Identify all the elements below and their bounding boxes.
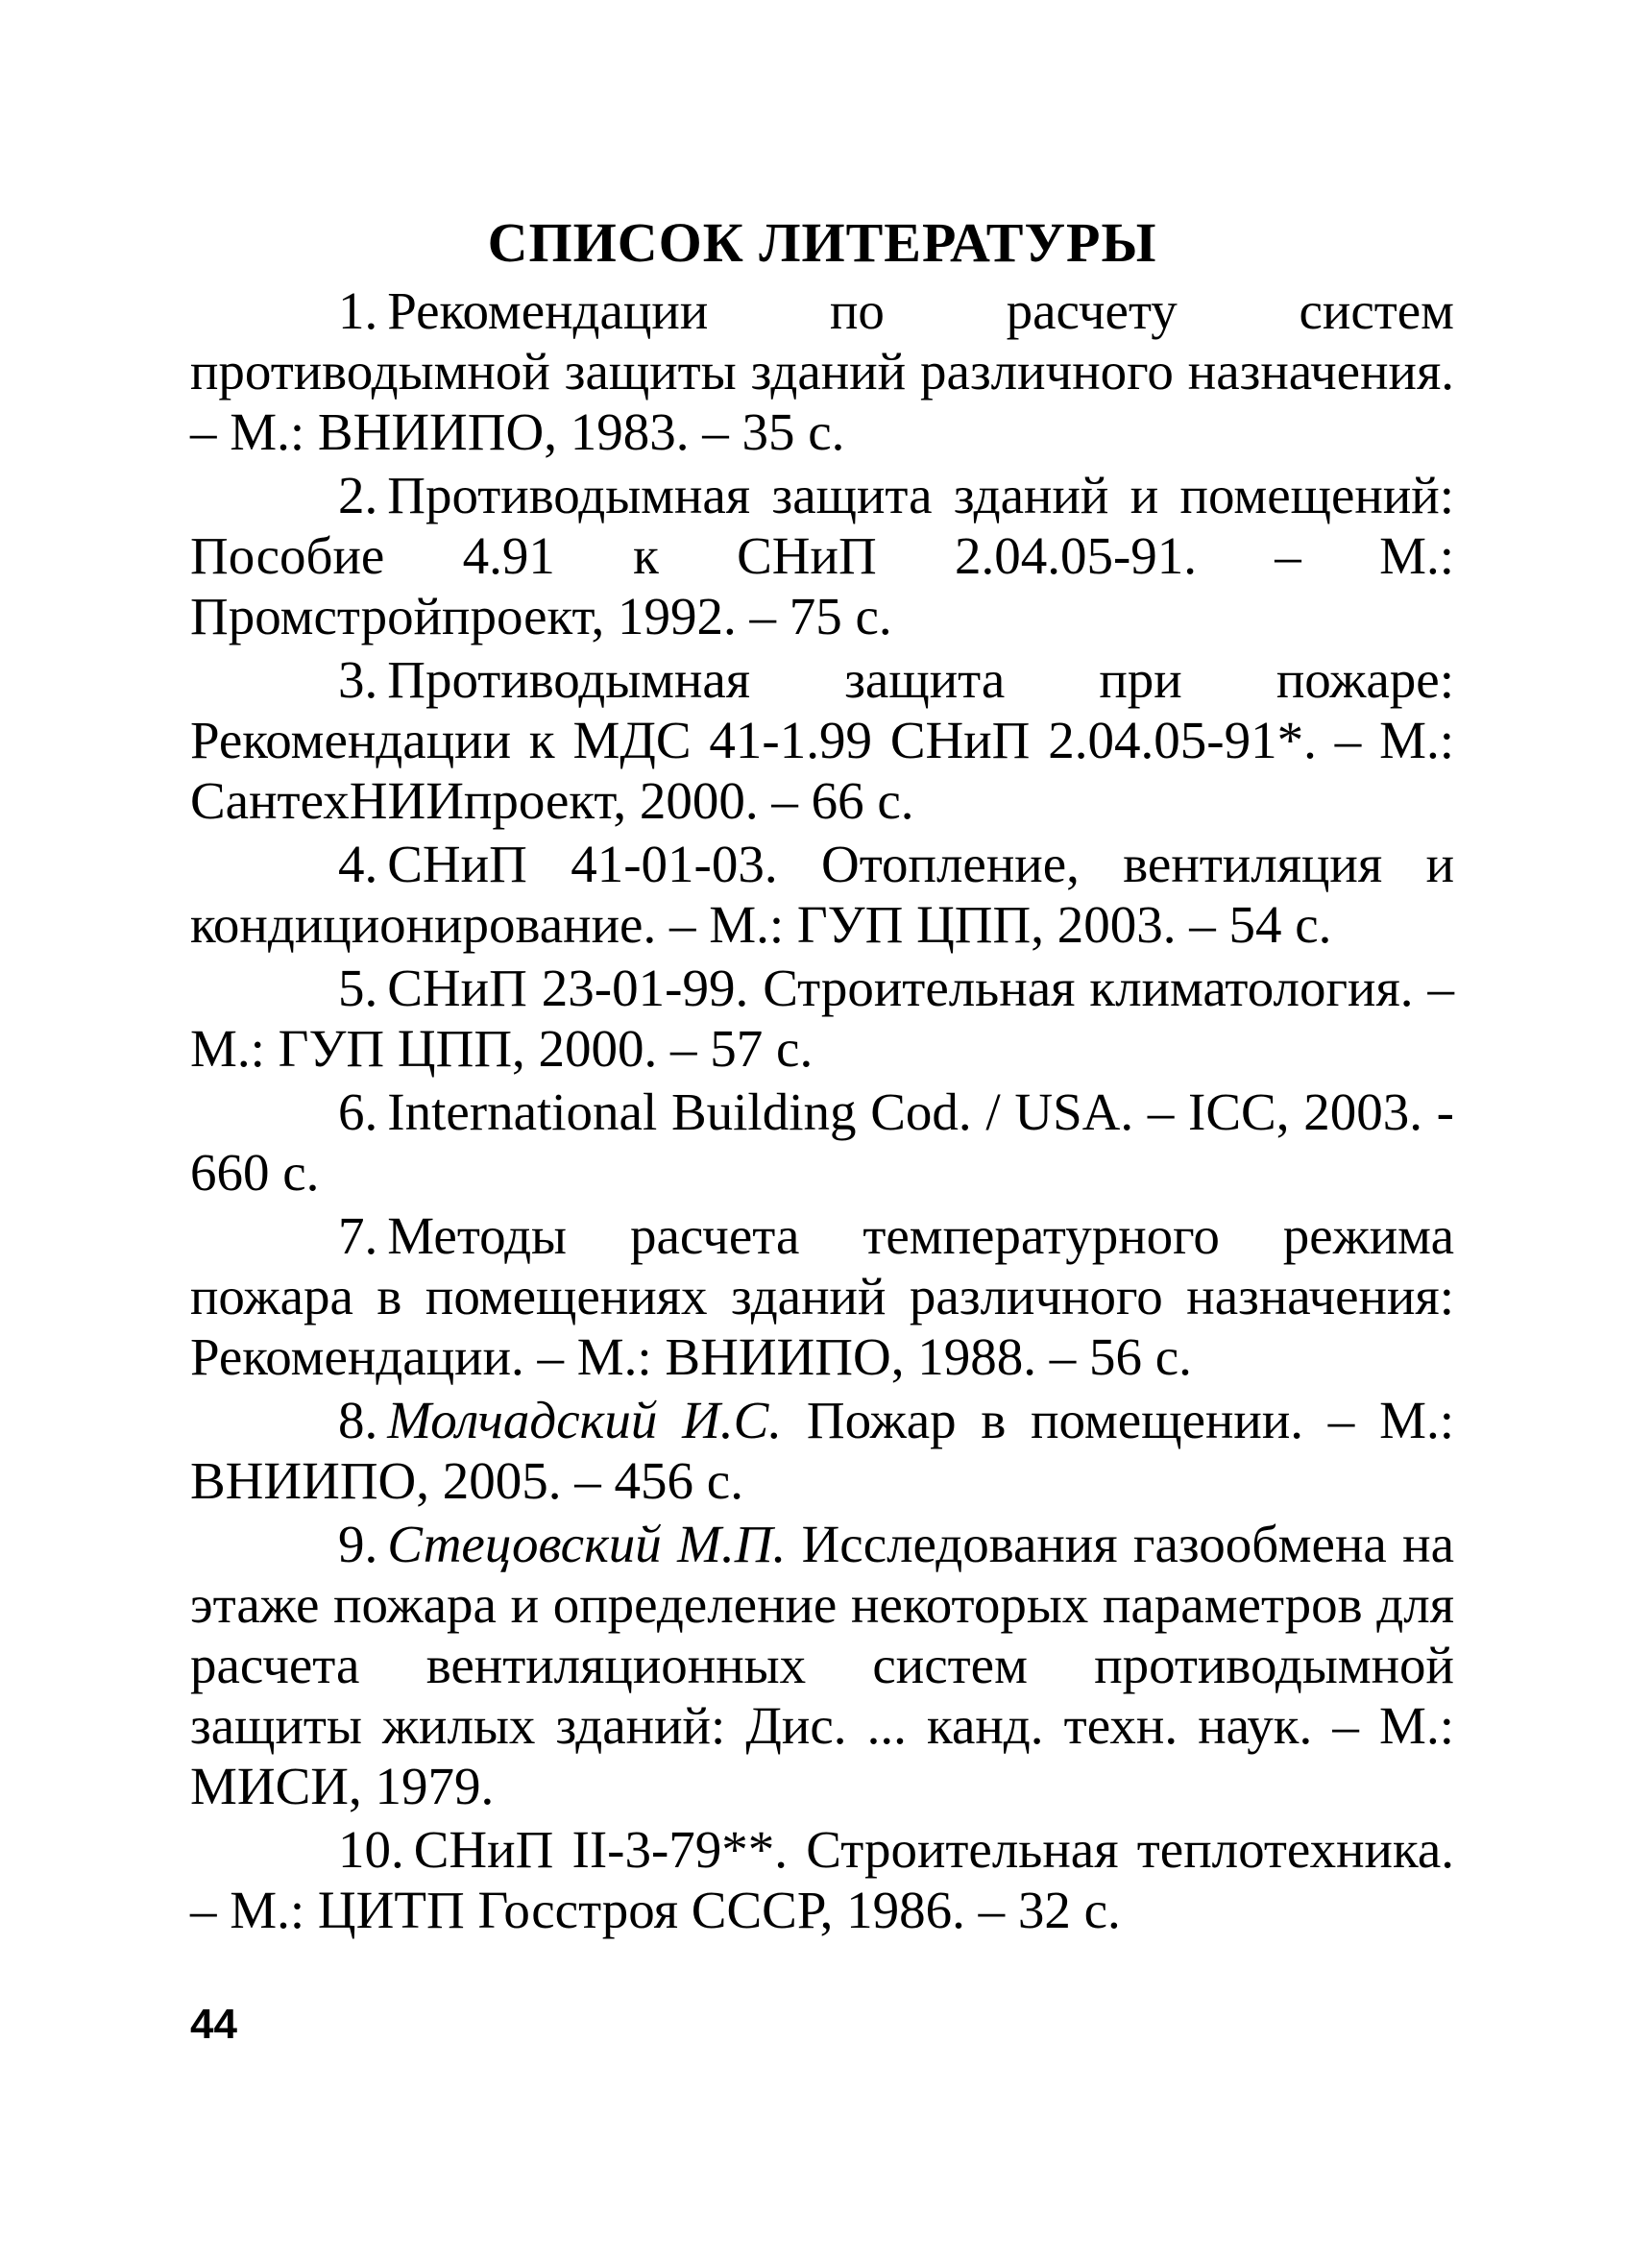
reference-number: 9. [338, 1515, 378, 1573]
reference-item [190, 834, 1454, 955]
reference-item [190, 1514, 1454, 1816]
reference-item [190, 1819, 1454, 1940]
reference-item [190, 1205, 1454, 1387]
reference-number: 7. [338, 1206, 378, 1265]
reference-item [190, 958, 1454, 1079]
reference-item [190, 1082, 1454, 1203]
reference-text: СНиП 41-01-03. Отопление, вентиляция и кондиционирование. – М.: ГУП ЦПП, 2003. – 54 с. [190, 835, 1454, 954]
bibliography-section [190, 209, 1454, 1943]
reference-text: Рекомендации по расчету систем противодымной защиты зданий различного назначения. – М.: ВНИИПО, 1983. – 35 с. [190, 281, 1454, 461]
reference-number: 1. [338, 281, 378, 340]
reference-item [190, 649, 1454, 831]
reference-text: International Building Cod. / USA. – ICC, 2003. - 660 с. [190, 1082, 1454, 1202]
reference-text: Методы расчета температурного режима пожара в помещениях зданий различного назначения: Рекомендации. – М.: ВНИИПО, 1988. – 56 с. [190, 1206, 1454, 1386]
reference-text: СНиП 23-01-99. Строительная климатология. – М.: ГУП ЦПП, 2000. – 57 с. [190, 959, 1454, 1078]
reference-item [190, 1390, 1454, 1511]
reference-number: 4. [338, 835, 378, 893]
reference-item [190, 465, 1454, 646]
reference-text: Противодымная защита при пожаре: Рекомендации к МДС 41-1.99 СНиП 2.04.05-91*. – М.: СантехНИИпроект, 2000. – 66 с. [190, 650, 1454, 830]
reference-list [190, 280, 1454, 1940]
reference-author: Молчадский И.С. [387, 1391, 783, 1449]
reference-text: Исследования газообмена на этаже пожара и определение некоторых параметров для расчета вентиляционных систем противодымной защиты жилых зданий: Дис. ... канд. техн. наук. – М.: МИСИ, 1979. [190, 1515, 1454, 1815]
reference-number: 10. [338, 1820, 404, 1879]
reference-number: 8. [338, 1391, 378, 1449]
reference-item [190, 280, 1454, 462]
reference-text: СНиП II-3-79**. Строительная теплотехника. – М.: ЦИТП Госстроя СССР, 1986. – 32 с. [190, 1820, 1454, 1939]
reference-text: Противодымная защита зданий и помещений: Пособие 4.91 к СНиП 2.04.05-91. – М.: Промстройпроект, 1992. – 75 с. [190, 466, 1454, 645]
reference-number: 5. [338, 959, 378, 1017]
reference-text: Пожар в помещении. – М.: ВНИИПО, 2005. – 456 с. [190, 1391, 1455, 1510]
page-title: СПИСОК ЛИТЕРАТУРЫ [487, 211, 1157, 274]
reference-author: Стецовский М.П. [387, 1515, 787, 1573]
reference-number: 3. [338, 650, 378, 709]
reference-number: 2. [338, 466, 378, 524]
page-number: 44 [190, 2001, 237, 2048]
reference-number: 6. [338, 1082, 378, 1141]
